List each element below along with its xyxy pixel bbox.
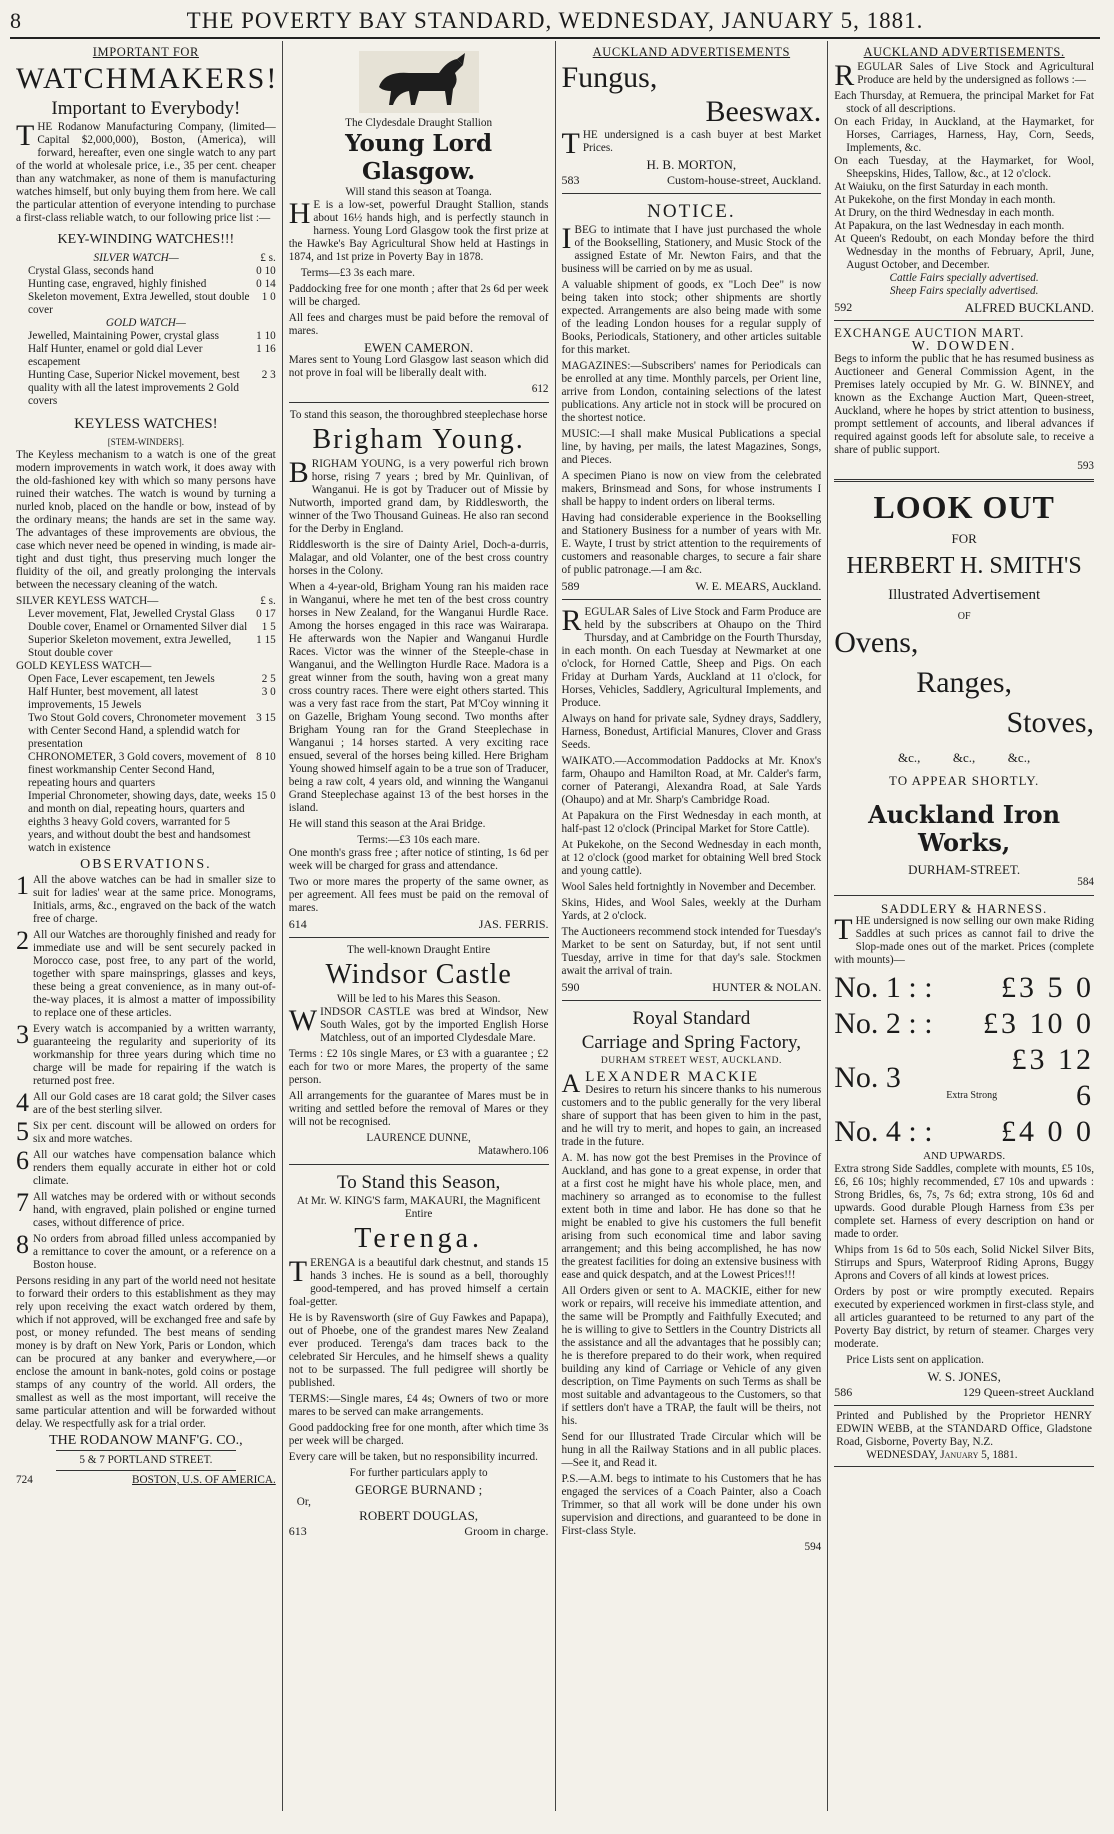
column-2 [282,41,555,1811]
observation-item [16,926,276,1020]
column-3 [555,41,828,1811]
saddle-price-row [834,1006,1094,1042]
saddlery-para-5: Price Lists sent on application. [846,1354,984,1366]
notice-para-3: MAGAZINES:—Subscribers' names for Periodicals can be enrolled at any time. Monthly parcels, per Orient line, arrive from London, containing selections of the latest publications. Any article not in stock will be procured on the shortest notice. [561,360,822,424]
price-item [16,608,276,621]
te-footer: 613 Groom in charge. [288,1524,549,1538]
schedule-line: On each Tuesday, at the Haymarket, for Wool, Sheepskins, Hides, Tallow, &c., at 12 o'clock. [834,155,1094,180]
terenga-farm: At Mr. W. KING'S farm, MAKAURI, the Magnificent Entire [296,1195,541,1220]
schedule-line: At Queen's Redoubt, on each Monday before the third Wednesday in the months of February, April, June, August October, and December. [834,233,1094,271]
price-item-price: 3 15 [256,712,276,724]
hn-para-2: Always on hand for private sale, Sydney drays, Saddlery, Harness, Bonedust, Artificial Manures, Clover and Grass Seeds. [561,713,822,751]
price-item-name: Superior Skeleton movement, extra Jewelled, Stout double cover [28,634,232,659]
saddle-price: £3 10 0 [983,1007,1094,1040]
rs-para-1: Desires to return his sincere thanks to his numerous customers and to the public generally for the very liberal share of support that has been given to him in the past, and he will try to merit, and hopes to gain, an increased trade in the future. [561,1084,822,1148]
morton-name: H. B. MORTON, [646,157,737,172]
ab-sheep: Sheep Fairs specially advertised. [889,285,1039,297]
price-item-name: Skeleton movement, Extra Jewelled, stout double cover [28,291,250,316]
saddle-price: £4 0 0 [1001,1115,1094,1148]
hn-para-3: WAIKATO.—Accommodation Paddocks at Mr. Knox's farm, Ohaupo and Hamilton Road, at Mr. Calder's farm, corner of Paterangi, Alexandra Road, at Sale Yards (Ohaupo) and at Mr. Sharp's Cambridge Road. [561,755,822,806]
saddlery-para-1: THE undersigned is now selling our own make Riding Saddles at such prices as cannot fail to drive the Slop-made ones out of the market. Prices (complete with mounts)— [834,913,1094,966]
imprint-text: Printed and Published by the Proprietor HENRY EDWIN WEBB, at the STANDARD Office, Gladstone Road, Gisborne, Poverty Bay, N.Z. [836,1410,1092,1448]
price-item-price: 2 5 [261,673,276,685]
observation-text: No orders from abroad filled unless accompanied by a remittance to cover the amount, or a reference on a Boston house. [33,1233,276,1271]
ab-footer: 592 ALFRED BUCKLAND. [834,300,1094,315]
observation-number: 5 [16,1117,29,1146]
observation-text: Every watch is accompanied by a written warranty, guaranteeing the regularity and superiority of its workmanship for three years during which time no charge will be made for repairing if the watch is returned post free. [33,1023,276,1087]
company-city: BOSTON, U.S. OF AMERICA. [132,1474,276,1486]
price-item [16,686,276,712]
masthead [10,8,1100,39]
observation-number: 2 [16,926,29,955]
wc-arrangements: All arrangements for the guarantee of Mares must be in writing and settled before the removal of Mares or they will not be recognised. [288,1090,549,1128]
columns [10,41,1100,1811]
observation-text: All watches may be ordered with or without seconds hand, with engraved, plain polished or engine turned cases, without difference of price. [33,1191,276,1229]
masthead-title: THE POVERTY BAY STANDARD, WEDNESDAY, JANUARY 5, 1881. [186,8,924,33]
observations-head: OBSERVATIONS. [80,857,212,872]
dowden-name: W. DOWDEN. [911,339,1017,354]
observation-text: All our Gold cases are 18 carat gold; the Silver cases are of the best sterling silver. [33,1091,276,1116]
saddle-label: No. 2 : : [834,1007,933,1040]
keyless-text: The Keyless mechanism to a watch is one of the great modern improvements in watch work, it does away with the old-fashioned key with which so many persons have ruined their watches. The watch is wound by turning a nurled knob, placed on the handle or bow, instead of by the ordinary means; the hands are set in the same way. The advantages of these improvements are obvious, the case which never need be opened in winding, is made air-tight and dust tight, thus preserving much longer the fluidity of the oil, and greatly prolonging the intervals between the necessary cleaning of the watch. [16,449,276,591]
royal-standard-title: Royal Standard [632,1008,751,1029]
saddle-price: £3 12 6 [1011,1043,1094,1112]
herbert-smith: HERBERT H. SMITH'S [846,553,1082,579]
keywinding-head: KEY-WINDING WATCHES!!! [57,232,235,247]
gold-watch-head: GOLD WATCH— [105,317,186,329]
beeswax-title: Beeswax. [705,95,822,128]
keyless-head: KEYLESS WATCHES! [74,416,218,432]
by-para-3: When a 4-year-old, Brigham Young ran his maiden race in Wanganui, where he met ten of the best cross country horses in New Zealand, for the Wanganui Hurdle Race. Among the horses engaged in this race was Wairarapa. He afterwards won the Napier and Wanganui Hurdle Races. Victor was the winner of the Steeple-chase in Wanganui, and the Wellington Hurdle Race. Madora is a great winner from the south, having won a great many cross country races. There were eight others started. This was a very fast race from the start, Pat M'Coy winning it on Gazelle, Brigham Young second. Two months after Brigham Young ran for the Grand Steeplechase in Wanganui ; 14 horses started. A very exciting race ensued, several of the horses being killed. Here Brigham Young showed himself again to be a true son of Traducer, being a raw colt, 4 years old, and winning the Wanganui Grand Steeplechase against 13 of the best horses in the island. [288,581,549,814]
dropcap: T [16,119,35,152]
windsor-castle-title: Windsor Castle [325,959,512,990]
te-para-2: He is by Ravensworth (sire of Guy Fawkes and Papapa), out of Phoebe, one of the grandest mares New Zealand ever produced. Terenga's dam traces back to the celebrated Sir Hercules, and he himself shews a quality not to be surpassed. The full pedigree will shortly be published. [288,1312,549,1389]
gold-keyless-list [16,673,276,855]
wc-text: WINDSOR CASTLE was bred at Windsor, New South Wales, got by the imported English Horse Matchless, out of an imported Clydesdale Mare. [288,1004,549,1044]
rs-para-4: Send for our Illustrated Trade Circular which will be hung in all the Railway Stations and in all public places.—See it, and Read it. [561,1431,822,1469]
company-address: 5 & 7 PORTLAND STREET. [79,1454,213,1466]
price-list [834,970,1094,1150]
price-item-name: Hunting Case, Superior Nickel movement, best quality with all the latest improvements 2 Gold covers [28,369,240,407]
silver-keyless-list [16,608,276,660]
saddle-price-row [834,970,1094,1006]
saddle-label: No. 4 : : [834,1115,933,1148]
te-signature-1: GEORGE BURNAND ; [355,1482,483,1497]
te-care: Every care will be taken, but no responsibility incurred. [288,1451,538,1463]
price-item [16,369,276,408]
saddle-price-row [834,1114,1094,1150]
wc-led: Will be led to his Mares this Season. [336,993,501,1005]
rs-para-2: A. M. has now got the best Premises in the Province of Auckland, and has gone to a great expense, in order that at a first cost he might have his whole place, men, and machinery so arranged as to economise to the fullest extent both in time and labor. He has done so that he might be enabled to give his customers the full benefit arising from such economical time and labor saving arrangement; and this being accomplished, he has now the greatest facilities for doing an extensive business with ease and quick despatch, and at the Lowest Prices!!! [561,1152,822,1281]
imprint [834,1405,1094,1467]
price-item [16,621,276,634]
ab-cattle: Cattle Fairs specially advertised. [889,272,1039,284]
by-signature: 614 JAS. FERRIS. [288,917,549,931]
by-risk: Two or more mares the property of the same owner, as per agreement. All fees must be paid on the removal of mares. [288,876,549,914]
hn-footer: 590 HUNTER & NOLAN. [561,980,822,994]
price-item-price: 1 5 [261,621,276,633]
price-item-name: Jewelled, Maintaining Power, crystal glass [28,330,219,342]
hn-para-1: REGULAR Sales of Live Stock and Farm Produce are held by the subscribers at Ohaupo on the Third Thursday, and at Cambridge on the Fourth Thursday, in each month. On each Tuesday at Newmarket at one o'clock, for Horned Cattle, Sheep and Pigs. On each Friday at Durham Yards, Auckland at 11 o'clock, for Horses, Vehicles, Saddlery, Agricultural Implements, and Produce. [561,604,822,709]
schedule-line: At Drury, on the third Wednesday in each month. [834,207,1055,219]
wc-intro: The well-known Draught Entire [347,944,491,956]
yl-note: Mares sent to Young Lord Glasgow last season which did not prove in foal will be liberally dealt with. [288,354,549,379]
appear-shortly: TO APPEAR SHORTLY. [889,773,1040,788]
observation-text: Six per cent. discount will be allowed on orders for six and more watches. [33,1120,276,1145]
observation-item [16,1020,276,1088]
lookout-number: 584 [1077,876,1094,888]
durham-street: DURHAM-STREET. [908,862,1021,877]
te-or: Or, [296,1496,311,1508]
terenga-intro: To Stand this Season, [336,1172,501,1193]
yl-signature: EWEN CAMERON. [364,340,474,355]
look-out-title: LOOK OUT [873,489,1055,525]
price-item-price: 15 0 [256,790,276,802]
rs-address: DURHAM STREET WEST, AUCKLAND. [600,1056,782,1066]
observation-number: 1 [16,871,29,900]
ovens-text: Ovens, [834,626,919,659]
auckland-header: AUCKLAND ADVERTISEMENTS [592,45,791,59]
hn-para-7: Skins, Hides, and Wool Sales, weekly at the Durham Yards, at 2 o'clock. [561,897,822,922]
by-terms: Terms:—£3 10s each mare. [357,834,481,846]
watchmakers-subhead: Important to Everybody! [51,98,241,119]
price-item-name: Half Hunter, best movement, all latest improvements, 15 Jewels [28,686,199,711]
price-item-price: 1 0 [261,291,276,303]
brigham-young-title: Brigham Young. [312,424,525,455]
price-item-name: Half Hunter, enamel or gold dial Lever escapement [28,343,203,368]
yl-number: 612 [531,383,549,395]
yl-text: H E is a low-set, powerful Draught Stallion, stands about 16½ hands high, and is perfectly staunch in harness. Young Lord Glasgow took the first prize at the Hawke's Bay Agricultural Show held at Hastings in 1874, and 1st prize in Poverty Bay in 1878. [288,197,549,263]
observation-item [16,1188,276,1230]
notice-para-4: MUSIC:—I shall make Musical Publications a special line, by having, per mails, the latest Magazines, Songs, and Pieces. [561,428,822,466]
saddle-price: £3 5 0 [1001,971,1094,1004]
young-lord-glasgow-title: Young Lord Glasgow. [345,130,493,185]
notice-para-5: A specimen Piano is now on view from the celebrated makers, Brinsmead and Sons, for whose instruments I shall be happy to indent orders on liberal terms. [561,470,822,508]
observation-number: 7 [16,1188,29,1217]
company-footer [16,1474,276,1487]
observation-number: 8 [16,1230,29,1259]
gold-keyless-head: GOLD KEYLESS WATCH— [16,660,152,672]
exchange-text: Begs to inform the public that he has resumed business as Auctioneer and General Commission Agent, in the Premises lately occupied by Mr. G. W. BINNEY, and known as the Exchange Auction Mart, Queen-street, Auckland, where he hopes by strict attention to business, prompt settlement of accounts, and liberal advances if required against goods left for absolute sale, to receive a share of public support. [834,353,1094,456]
rs-para-5: P.S.—A.M. begs to intimate to his Customers that he has engaged the services of a Coach Painter, also a Coach Trimmer, so that all work will be done under his own supervision and directions, and guaranteed to be done in First-class Style. [561,1473,822,1537]
saddlery-footer: 586 129 Queen-street Auckland [834,1385,1094,1399]
price-item-price: 0 14 [256,278,276,290]
wc-terms: Terms : £2 10s single Mares, or £3 with a guarantee ; £2 each for two or more Mares, the property of the same person. [288,1048,549,1086]
look-out-for: FOR [951,531,977,546]
schedule-line: Each Thursday, at Remuera, the principal Market for Fat stock of all descriptions. [834,90,1094,115]
price-item [16,673,276,686]
silver-keyless-head: SILVER KEYLESS WATCH— £ s. [16,595,276,607]
price-item [16,343,276,369]
column-1 [10,41,282,1811]
watchmakers-headline: WATCHMAKERS! [16,62,279,95]
jones-name: W. S. JONES, [927,1369,1001,1384]
exchange-number: 593 [1077,460,1094,472]
iron-works: Auckland Iron Works, [868,800,1061,857]
price-item [16,330,276,343]
saddlery-para-2: Extra strong Side Saddles, complete with mounts, £5 10s, £6, £6 10s; highly recommended, £7 10s and upwards : Strong Bridles, 6s, 7s, 7s 6d; extra strong, 10s 6d and upwards. Good durable Plough Harness from £3s per complete set. Harness of every description on hand or made to order. [834,1163,1094,1240]
exchange-head: EXCHANGE AUCTION MART. [834,326,1025,340]
watch-intro: THE Rodanow Manufacturing Company, (limited— Capital $2,000,000), Boston, (America), will forward, hereafter, even one single watch to any part of the world at wholesale price, i.e., 35 per cent. cheaper than any watchmaker, as none of them is manufacturing watches himself, but only buying them from here. We call the particular attention of everyone intending to purchase a first-class reliable watch, to our following price list :— [16,119,276,224]
yl-terms: Terms—£3 3s each mare. [300,267,415,279]
observation-item [16,1088,276,1117]
price-item-price: 3 0 [261,686,276,698]
price-item-price: 1 15 [256,634,276,646]
notice-para-2: A valuable shipment of goods, ex "Loch Dee" is now being taken into stock; other shipments are shortly expected. Arrangements are also being made with some of the leading London houses for a regular supply of Books, Periodicals, Stationery, and other articles suitable for this market. [561,279,822,356]
gold-watch-list [16,330,276,408]
price-item [16,790,276,855]
yl-stand: Will stand this season at Toanga. [345,186,492,198]
price-item-name: Double cover, Enamel or Ornamented Silver dial [28,621,248,633]
schedule-line: At Papakura, on the last Wednesday in each month. [834,220,1065,232]
schedule-line: At Pukekohe, on the first Monday in each month. [834,194,1056,206]
observations-list [16,871,276,1272]
wc-signature: LAURENCE DUNNE, [366,1132,471,1144]
price-item [16,265,276,278]
te-apply: For further particulars apply to [349,1467,488,1479]
te-paddocking: Good paddocking free for one month, after which time 3s per week will be charged. [288,1422,549,1447]
te-para-1: TERENGA is a beautiful dark chestnut, and stands 15 hands 3 inches. He is sound as a bell, thoroughly good-tempered, and has proved himself a certain foal-getter. [288,1255,549,1308]
schedule-line: At Waiuku, on the first Saturday in each month. [834,181,1049,193]
price-item [16,634,276,660]
observation-number: 3 [16,1020,29,1049]
yl-fees: All fees and charges must be paid before the removal of mares. [288,312,549,337]
price-item-price: 1 16 [256,343,276,355]
silver-watch-list [16,265,276,317]
ab-para-1: REGULAR Sales of Live Stock and Agricultural Produce are held by the undersigned as follows :— [834,59,1094,92]
observation-item [16,1146,276,1188]
schedule-line: On each Friday, in Auckland, at the Haymarket, for Horses, Carriages, Harness, Hay, Corn, Seeds, Implements, &c. [834,116,1094,154]
saddlery-para-3: Whips from 1s 6d to 50s each, Solid Nickel Silver Bits, Stirrups and Spurs, Waterproof Riding Aprons, Buggy Aprons and Covers of all kinds at lowest prices. [834,1244,1094,1282]
price-item [16,712,276,751]
rs-para-3: All Orders given or sent to A. MACKIE, either for new work or repairs, will receive his immediate attention, and the same will be Promptly and Faithfully Executed; and he is willing to give to Settlers in the Country Districts all the assistance and all the advantages that he possibly can; he is therefore prepared to do their work, when required building any kind of Carriage or Vehicle of any given description, on Time Payments on such Terms as shall be most suitable and advantageous to the Customers, so that if settlers don't have a TRAP, the fault will be theirs, not his. [561,1285,822,1427]
wc-place: Matawhero.106 [477,1145,549,1157]
te-signature-2: ROBERT DOUGLAS, [359,1508,479,1523]
horse-illustration [339,47,499,117]
observation-item [16,1117,276,1146]
observation-text: All the above watches can be had in smaller size to suit for ladies' wear at the same price. Monograms, Initials, arms, &c., engraved on the back of the watch free of charge. [33,874,276,925]
clydesdale-label: The Clydesdale Draught Stallion [345,117,493,129]
by-para-2: Riddlesworth is the sire of Dainty Ariel, Doch-a-durris, Malagar, and old Volanter, one of the best cross country horses in the Colony. [288,539,549,577]
fungus-title: Fungus, [561,61,658,94]
ranges-text: Ranges, [916,666,1013,699]
observation-number: 6 [16,1146,29,1175]
column-4 [827,41,1100,1811]
look-out-of: OF [957,611,971,622]
price-item-price: 1 10 [256,330,276,342]
notice-para-6: Having had considerable experience in the Bookselling and Stationery Business for a number of years with Mr. E. Wayte, I trust by strict attention to the requirements of customers and reasonable charges, to secure a fair share of public patronage.—I am &c. [561,512,822,576]
price-item-price: 0 17 [256,608,276,620]
rs-name: ALEXANDER MACKIE [561,1069,760,1098]
company-name: THE RODANOW MANF'G. CO., [49,1433,243,1448]
price-item-name: Imperial Chronometer, showing days, date, weeks and month on dial, repeating hours, quarters and eighths 3 heavy Gold covers, warranted for 5 years, and without doubt the best and handsomest watch in existence [28,790,252,854]
morton-footer: 583 Custom-house-street, Auckland. [561,173,822,187]
price-item-name: Two Stout Gold covers, Chronometer movement with Center Second Hand, a splendid watch for presentation [28,712,246,750]
price-item [16,291,276,317]
closing-text: Persons residing in any part of the world need not hesitate to forward their orders to this establishment as they may rely upon receiving the exact watch ordered by them, which if not approved, will be exchanged free and safe by post, or money refunded. The best means of sending money is by draft on New York, Paris or London, which can be procured at any banker and everywhere,—or enclose the amount in bank-notes, gold coins or postage stamps of any country of the world. All orders, the smallest as well as the most important, will receive the same particular attention and will be forwarded without delay. We respectfully ask for a trial order. [16,1275,276,1430]
by-para-1: BRIGHAM YOUNG, is a very powerful rich brown horse, rising 7 years ; bred by Mr. Quinlivan, of Wanganui. He is got by Traducer out of Missie by Nutworth, imported grand dam, by Riddlesworth, the winner of the Two Thousand Guineas. He also ran second for the Derby in England. [288,456,549,535]
price-item-price: 2 3 [261,369,276,381]
hn-para-5: At Pukekohe, on the Second Wednesday in each month, at 12 o'clock (good market for obtaining Well bred Stock and young cattle). [561,839,822,877]
hn-para-4: At Papakura on the First Wednesday in each month, at half-past 12 o'clock (Principal Market for Store Cattle). [561,810,822,835]
hn-para-6: Wool Sales held fortnightly in November and December. [561,881,816,893]
observation-item [16,1230,276,1272]
illustrated-ad: Illustrated Advertisement [888,587,1041,603]
price-item [16,751,276,790]
by-intro: To stand this season, the thoroughbred steeplechase horse [289,409,548,421]
by-grass: One month's grass free ; after notice of stinting, 1s 6d per week will be charged for grass and attendance. [288,847,549,872]
notice-head: NOTICE. [647,201,736,222]
price-item-price: 8 10 [256,751,276,763]
price-item [16,278,276,291]
section-header: IMPORTANT FOR [92,45,199,59]
observation-number: 4 [16,1088,29,1117]
observation-text: All our watches have compensation balance which renders them equally accurate in either hot or cold climate. [33,1149,276,1187]
ad-number: 724 [16,1474,33,1486]
morton-text: THE undersigned is a cash buyer at best Market Prices. [561,127,822,160]
upwards: AND UPWARDS. [923,1150,1006,1162]
carriage-factory-title: Carriage and Spring Factory, [581,1032,802,1053]
ab-schedule [834,90,1094,272]
price-item-name: CHRONOMETER, 3 Gold covers, movement of finest workmanship Center Second Hand, repeating hours and quarters [28,751,247,789]
etc-line: &c., &c., &c., [898,750,1031,765]
observation-item [16,871,276,926]
imprint-date: WEDNESDAY, January 5, 1881. [866,1449,1018,1461]
extra-strong-label: Extra Strong [946,1090,998,1101]
saddle-price-row [834,1042,1094,1114]
saddle-label: No. 1 : : [834,971,933,1004]
price-item-price: 0 10 [256,265,276,277]
observation-text: All our Watches are thoroughly finished and ready for immediate use and will be sent securely packed in Morocco case, post free, to any part of the world, together with spare mainsprings, glasses and keys, these being a great convenience, as in many out-of-the-way places, it is almost a matter of impossibility to replace one of these articles. [33,929,276,1019]
saddlery-head: SADDLERY & HARNESS. [881,901,1048,916]
keyless-sub: [STEM-WINDERS]. [107,437,184,447]
rs-number: 594 [804,1541,822,1553]
notice-footer: 589 W. E. MEARS, Auckland. [561,579,822,593]
by-para-4: He will stand this season at the Arai Bridge. [288,818,486,830]
saddle-label: No. 3 [834,1061,901,1094]
auckland-header-2: AUCKLAND ADVERTISEMENTS. [863,45,1065,59]
terenga-title: Terenga. [354,1223,483,1254]
price-item-name: Crystal Glass, seconds hand [28,265,154,277]
stoves-text: Stoves, [1006,706,1094,739]
price-item-name: Lever movement, Flat, Jewelled Crystal Glass [28,608,235,620]
price-item-name: Hunting case, engraved, highly finished [28,278,207,290]
hn-para-8: The Auctioneers recommend stock intended for Tuesday's Market to be sent on Saturday, but, if not sent until Tuesday, arrive in time for that day's sale. Stockmen await the arrival of train. [561,926,822,977]
silver-watch-head: SILVER WATCH— £ s. [93,252,276,264]
notice-para-1: IBEG to intimate that I have just purchased the whole of the Bookselling, Stationery, and Music Stock of the assigned Estate of Mr. Newton Fairs, and that the business will be carried on by me as usual. [561,222,822,275]
te-terms: TERMS:—Single mares, £4 4s; Owners of two or more mares to be served can make arrangements. [288,1393,549,1418]
saddlery-para-4: Orders by post or wire promptly executed. Repairs executed by experienced workmen in first-class style, and all articles guaranteed to be returned to any part of the Poverty Bay district, by return of steamer. Charges very moderate. [834,1286,1094,1350]
yl-paddocking: Paddocking free for one month ; after that 2s 6d per week will be charged. [288,283,549,308]
page-number: 8 [10,8,21,33]
price-item-name: Open Face, Lever escapement, ten Jewels [28,673,215,685]
